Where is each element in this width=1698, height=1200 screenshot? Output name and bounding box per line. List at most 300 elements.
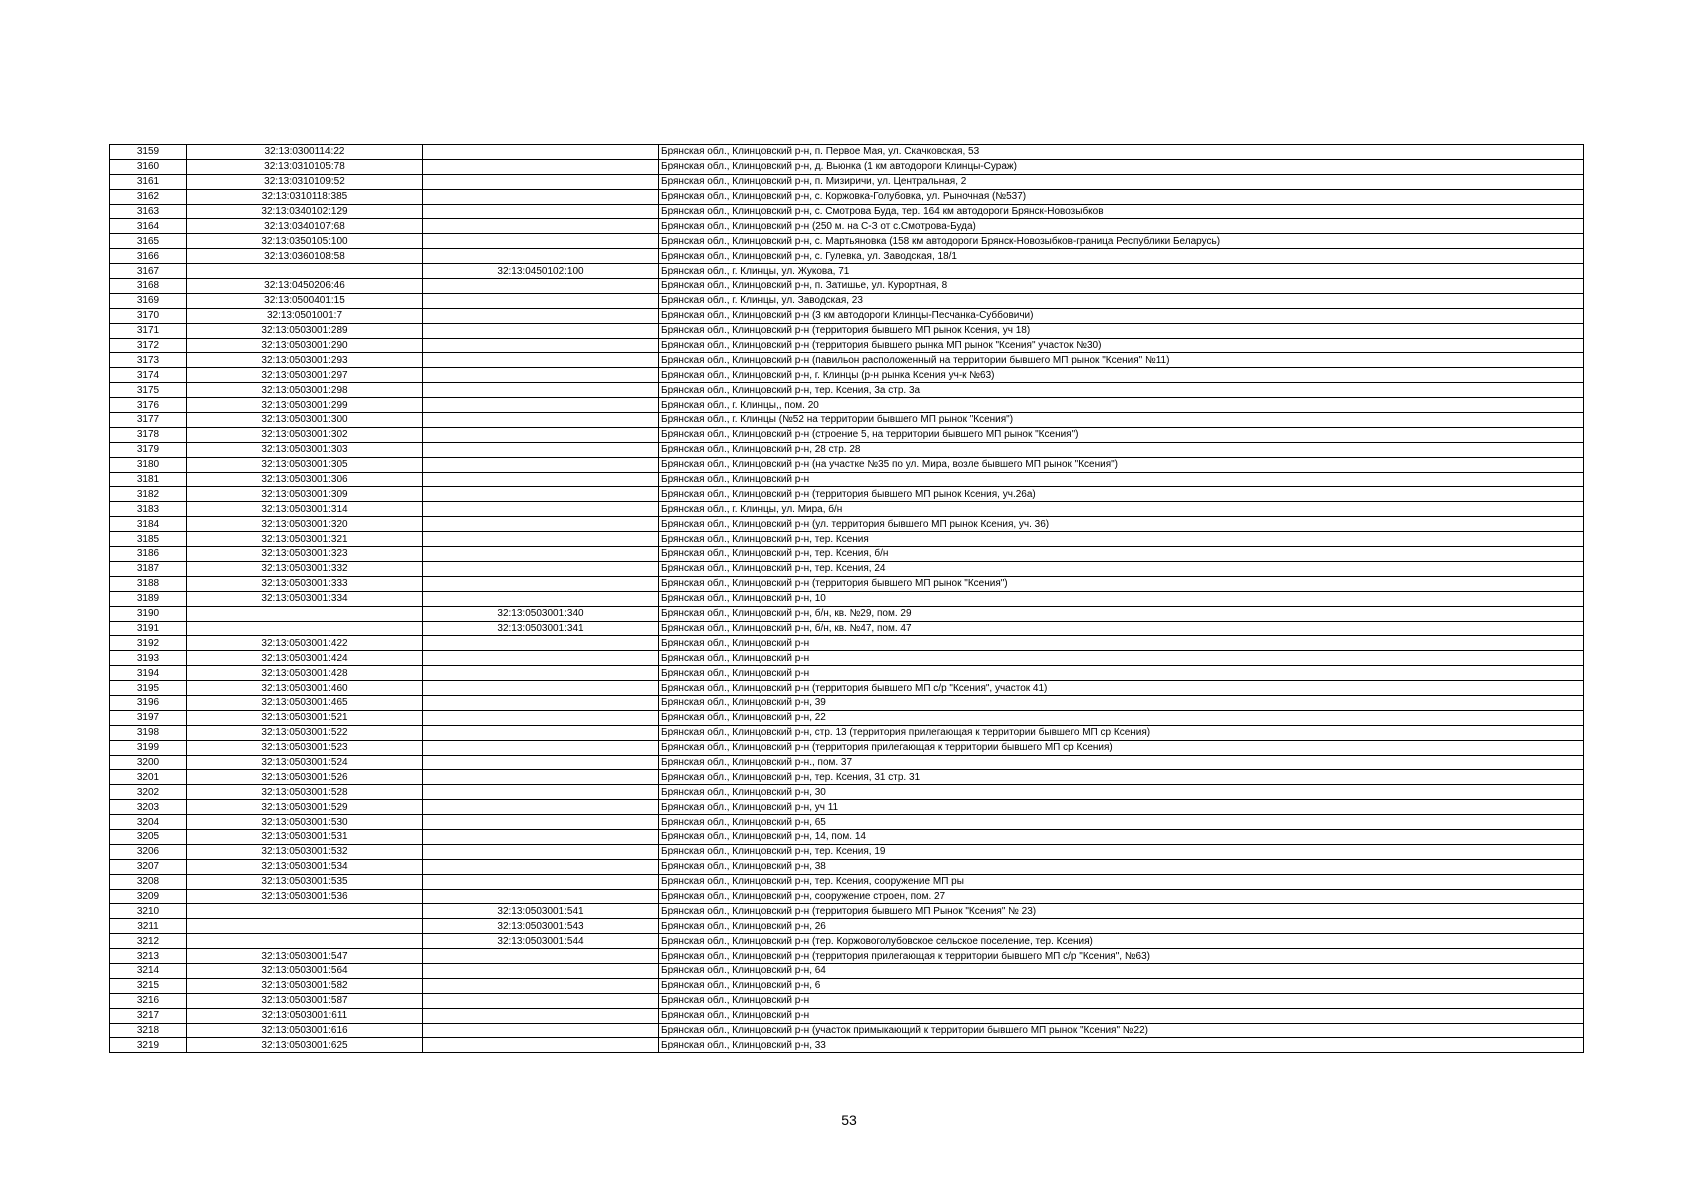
- cadastral-number-alt-cell: [423, 383, 659, 398]
- cadastral-number-alt-cell: [423, 800, 659, 815]
- table-row: [110, 204, 1584, 219]
- table-row: [110, 293, 1584, 308]
- cadastral-number-cell: 32:13:0503001:293: [187, 353, 423, 368]
- cadastral-number-cell: 32:13:0501001:7: [187, 308, 423, 323]
- table-row: [110, 189, 1584, 204]
- row-number-cell: 3185: [110, 532, 187, 547]
- cadastral-number-alt-cell: [423, 293, 659, 308]
- table-row: [110, 889, 1584, 904]
- cadastral-number-alt-cell: [423, 398, 659, 413]
- registry-table: [109, 144, 1584, 1053]
- row-number-cell: 3195: [110, 681, 187, 696]
- row-number-cell: 3202: [110, 785, 187, 800]
- table-row: [110, 1008, 1584, 1023]
- cadastral-number-cell: 32:13:0503001:524: [187, 755, 423, 770]
- table-row: [110, 338, 1584, 353]
- cadastral-number-alt-cell: [423, 427, 659, 442]
- page-number: 53: [841, 1112, 857, 1128]
- table-row: [110, 829, 1584, 844]
- address-cell: Брянская обл., г. Клинцы (№52 на территории бывшего МП рынок "Ксения"): [659, 413, 1584, 428]
- table-row: [110, 919, 1584, 934]
- address-cell: Брянская обл., Клинцовский р-н (территория бывшего МП Рынок "Ксения" № 23): [659, 904, 1584, 919]
- cadastral-number-cell: 32:13:0500401:15: [187, 293, 423, 308]
- address-cell: Брянская обл., Клинцовский р-н (250 м. на С-З от с.Смотрова-Буда): [659, 219, 1584, 234]
- table-row: [110, 561, 1584, 576]
- cadastral-number-alt-cell: [423, 1038, 659, 1053]
- cadastral-number-cell: 32:13:0503001:309: [187, 487, 423, 502]
- row-number-cell: 3163: [110, 204, 187, 219]
- address-cell: Брянская обл., Клинцовский р-н: [659, 472, 1584, 487]
- cadastral-number-cell: 32:13:0503001:531: [187, 829, 423, 844]
- address-cell: Брянская обл., Клинцовский р-н (участок примыкающий к территории бывшего МП рынок "Ксения" №22): [659, 1023, 1584, 1038]
- table-row: [110, 353, 1584, 368]
- address-cell: Брянская обл., Клинцовский р-н, с. Гулевка, ул. Заводская, 18/1: [659, 249, 1584, 264]
- cadastral-number-cell: 32:13:0503001:422: [187, 636, 423, 651]
- cadastral-number-alt-cell: [423, 413, 659, 428]
- cadastral-number-alt-cell: [423, 844, 659, 859]
- table-row: [110, 770, 1584, 785]
- cadastral-number-alt-cell: 32:13:0503001:541: [423, 904, 659, 919]
- cadastral-number-cell: 32:13:0503001:547: [187, 949, 423, 964]
- row-number-cell: 3200: [110, 755, 187, 770]
- cadastral-number-alt-cell: [423, 889, 659, 904]
- cadastral-number-alt-cell: [423, 591, 659, 606]
- table-row: [110, 517, 1584, 532]
- cadastral-number-cell: 32:13:0503001:564: [187, 963, 423, 978]
- cadastral-number-cell: 32:13:0503001:532: [187, 844, 423, 859]
- cadastral-number-cell: 32:13:0503001:323: [187, 547, 423, 562]
- cadastral-number-alt-cell: 32:13:0503001:544: [423, 934, 659, 949]
- table-row: [110, 681, 1584, 696]
- address-cell: Брянская обл., Клинцовский р-н (территория прилегающая к территории бывшего МП ср Ксения): [659, 740, 1584, 755]
- row-number-cell: 3160: [110, 159, 187, 174]
- row-number-cell: 3203: [110, 800, 187, 815]
- cadastral-number-alt-cell: [423, 308, 659, 323]
- row-number-cell: 3191: [110, 621, 187, 636]
- table-row: [110, 1023, 1584, 1038]
- cadastral-number-alt-cell: [423, 829, 659, 844]
- address-cell: Брянская обл., Клинцовский р-н, с. Смотрова Буда, тер. 164 км автодороги Брянск-Новозыбков: [659, 204, 1584, 219]
- cadastral-number-alt-cell: [423, 219, 659, 234]
- cadastral-number-alt-cell: [423, 785, 659, 800]
- address-cell: Брянская обл., Клинцовский р-н, уч 11: [659, 800, 1584, 815]
- registry-table-body: [110, 145, 1584, 1053]
- address-cell: Брянская обл., Клинцовский р-н (ул. территория бывшего МП рынок Ксения, уч. 36): [659, 517, 1584, 532]
- row-number-cell: 3188: [110, 576, 187, 591]
- row-number-cell: 3170: [110, 308, 187, 323]
- address-cell: Брянская обл., Клинцовский р-н: [659, 651, 1584, 666]
- row-number-cell: 3210: [110, 904, 187, 919]
- cadastral-number-alt-cell: [423, 159, 659, 174]
- row-number-cell: 3189: [110, 591, 187, 606]
- cadastral-number-alt-cell: [423, 547, 659, 562]
- table-row: [110, 502, 1584, 517]
- cadastral-number-alt-cell: [423, 145, 659, 160]
- address-cell: Брянская обл., г. Клинцы, ул. Жукова, 71: [659, 264, 1584, 279]
- row-number-cell: 3165: [110, 234, 187, 249]
- address-cell: Брянская обл., Клинцовский р-н, тер. Ксения, б/н: [659, 547, 1584, 562]
- cadastral-number-cell: 32:13:0503001:523: [187, 740, 423, 755]
- address-cell: Брянская обл., Клинцовский р-н: [659, 993, 1584, 1008]
- row-number-cell: 3206: [110, 844, 187, 859]
- cadastral-number-cell: 32:13:0310105:78: [187, 159, 423, 174]
- table-row: [110, 279, 1584, 294]
- cadastral-number-alt-cell: [423, 517, 659, 532]
- table-row: [110, 695, 1584, 710]
- table-row: [110, 725, 1584, 740]
- cadastral-number-cell: 32:13:0340102:129: [187, 204, 423, 219]
- table-row: [110, 249, 1584, 264]
- cadastral-number-cell: 32:13:0503001:521: [187, 710, 423, 725]
- row-number-cell: 3176: [110, 398, 187, 413]
- address-cell: Брянская обл., Клинцовский р-н, б/н, кв. №29, пом. 29: [659, 606, 1584, 621]
- row-number-cell: 3197: [110, 710, 187, 725]
- table-row: [110, 591, 1584, 606]
- address-cell: Брянская обл., Клинцовский р-н, сооружение строен, пом. 27: [659, 889, 1584, 904]
- row-number-cell: 3172: [110, 338, 187, 353]
- table-row: [110, 174, 1584, 189]
- table-row: [110, 323, 1584, 338]
- cadastral-number-cell: 32:13:0310109:52: [187, 174, 423, 189]
- row-number-cell: 3182: [110, 487, 187, 502]
- row-number-cell: 3205: [110, 829, 187, 844]
- cadastral-number-cell: 32:13:0503001:528: [187, 785, 423, 800]
- cadastral-number-alt-cell: [423, 978, 659, 993]
- table-row: [110, 413, 1584, 428]
- address-cell: Брянская обл., Клинцовский р-н, тер. Ксения, сооружение МП ры: [659, 874, 1584, 889]
- row-number-cell: 3184: [110, 517, 187, 532]
- table-row: [110, 487, 1584, 502]
- cadastral-number-cell: 32:13:0503001:334: [187, 591, 423, 606]
- table-row: [110, 874, 1584, 889]
- address-cell: Брянская обл., Клинцовский р-н (тер. Коржовоголубовское сельское поселение, тер. Ксения): [659, 934, 1584, 949]
- row-number-cell: 3168: [110, 279, 187, 294]
- cadastral-number-alt-cell: [423, 859, 659, 874]
- address-cell: Брянская обл., Клинцовский р-н, 26: [659, 919, 1584, 934]
- row-number-cell: 3193: [110, 651, 187, 666]
- address-cell: Брянская обл., Клинцовский р-н, тер. Ксения: [659, 532, 1584, 547]
- table-row: [110, 576, 1584, 591]
- row-number-cell: 3219: [110, 1038, 187, 1053]
- row-number-cell: 3198: [110, 725, 187, 740]
- cadastral-number-alt-cell: [423, 442, 659, 457]
- cadastral-number-cell: 32:13:0503001:320: [187, 517, 423, 532]
- cadastral-number-cell: [187, 621, 423, 636]
- address-cell: Брянская обл., Клинцовский р-н, 39: [659, 695, 1584, 710]
- address-cell: Брянская обл., г. Клинцы,, пом. 20: [659, 398, 1584, 413]
- row-number-cell: 3166: [110, 249, 187, 264]
- row-number-cell: 3211: [110, 919, 187, 934]
- row-number-cell: 3194: [110, 666, 187, 681]
- address-cell: Брянская обл., Клинцовский р-н, 6: [659, 978, 1584, 993]
- table-row: [110, 532, 1584, 547]
- address-cell: Брянская обл., Клинцовский р-н, 22: [659, 710, 1584, 725]
- row-number-cell: 3209: [110, 889, 187, 904]
- cadastral-number-alt-cell: [423, 561, 659, 576]
- cadastral-number-cell: 32:13:0503001:289: [187, 323, 423, 338]
- cadastral-number-alt-cell: [423, 963, 659, 978]
- table-row: [110, 666, 1584, 681]
- cadastral-number-alt-cell: [423, 725, 659, 740]
- table-row: [110, 457, 1584, 472]
- cadastral-number-alt-cell: [423, 651, 659, 666]
- row-number-cell: 3216: [110, 993, 187, 1008]
- row-number-cell: 3212: [110, 934, 187, 949]
- address-cell: Брянская обл., Клинцовский р-н, тер. Ксения, 19: [659, 844, 1584, 859]
- table-row: [110, 442, 1584, 457]
- cadastral-number-alt-cell: [423, 323, 659, 338]
- row-number-cell: 3162: [110, 189, 187, 204]
- table-row: [110, 264, 1584, 279]
- cadastral-number-cell: [187, 934, 423, 949]
- address-cell: Брянская обл., г. Клинцы, ул. Мира, б/н: [659, 502, 1584, 517]
- table-row: [110, 547, 1584, 562]
- cadastral-number-alt-cell: [423, 532, 659, 547]
- table-row: [110, 815, 1584, 830]
- address-cell: Брянская обл., Клинцовский р-н, б/н, кв. №47, пом. 47: [659, 621, 1584, 636]
- table-row: [110, 308, 1584, 323]
- cadastral-number-cell: 32:13:0503001:534: [187, 859, 423, 874]
- cadastral-number-cell: 32:13:0503001:298: [187, 383, 423, 398]
- cadastral-number-cell: 32:13:0503001:332: [187, 561, 423, 576]
- table-row: [110, 800, 1584, 815]
- cadastral-number-cell: 32:13:0310118:385: [187, 189, 423, 204]
- address-cell: Брянская обл., Клинцовский р-н (территория бывшего МП рынок "Ксения"): [659, 576, 1584, 591]
- row-number-cell: 3173: [110, 353, 187, 368]
- cadastral-number-cell: 32:13:0503001:611: [187, 1008, 423, 1023]
- address-cell: Брянская обл., Клинцовский р-н (3 км автодороги Клинцы-Песчанка-Суббовичи): [659, 308, 1584, 323]
- table-row: [110, 159, 1584, 174]
- address-cell: Брянская обл., Клинцовский р-н, п. Первое Мая, ул. Скачковская, 53: [659, 145, 1584, 160]
- cadastral-number-cell: 32:13:0503001:297: [187, 368, 423, 383]
- address-cell: Брянская обл., Клинцовский р-н, п. Затишье, ул. Курортная, 8: [659, 279, 1584, 294]
- table-row: [110, 755, 1584, 770]
- address-cell: Брянская обл., Клинцовский р-н, 33: [659, 1038, 1584, 1053]
- address-cell: Брянская обл., Клинцовский р-н (на участке №35 по ул. Мира, возле бывшего МП рынок "Ксения"): [659, 457, 1584, 472]
- cadastral-number-cell: 32:13:0503001:303: [187, 442, 423, 457]
- address-cell: Брянская обл., Клинцовский р-н., пом. 37: [659, 755, 1584, 770]
- address-cell: Брянская обл., Клинцовский р-н, 10: [659, 591, 1584, 606]
- cadastral-number-alt-cell: [423, 576, 659, 591]
- cadastral-number-alt-cell: 32:13:0503001:341: [423, 621, 659, 636]
- table-row: [110, 785, 1584, 800]
- address-cell: Брянская обл., г. Клинцы, ул. Заводская, 23: [659, 293, 1584, 308]
- row-number-cell: 3190: [110, 606, 187, 621]
- cadastral-number-alt-cell: [423, 338, 659, 353]
- cadastral-number-cell: 32:13:0503001:428: [187, 666, 423, 681]
- row-number-cell: 3178: [110, 427, 187, 442]
- cadastral-number-cell: 32:13:0503001:536: [187, 889, 423, 904]
- row-number-cell: 3181: [110, 472, 187, 487]
- row-number-cell: 3164: [110, 219, 187, 234]
- table-row: [110, 710, 1584, 725]
- address-cell: Брянская обл., Клинцовский р-н (территория бывшего МП с/р "Ксения", участок 41): [659, 681, 1584, 696]
- address-cell: Брянская обл., Клинцовский р-н, 65: [659, 815, 1584, 830]
- cadastral-number-cell: [187, 919, 423, 934]
- cadastral-number-cell: 32:13:0503001:314: [187, 502, 423, 517]
- address-cell: Брянская обл., Клинцовский р-н, стр. 13 (территория прилегающая к территории бывшего МП ср Ксения): [659, 725, 1584, 740]
- cadastral-number-alt-cell: [423, 949, 659, 964]
- cadastral-number-cell: 32:13:0503001:306: [187, 472, 423, 487]
- row-number-cell: 3186: [110, 547, 187, 562]
- table-row: [110, 993, 1584, 1008]
- cadastral-number-alt-cell: [423, 234, 659, 249]
- table-row: [110, 740, 1584, 755]
- cadastral-number-cell: 32:13:0503001:530: [187, 815, 423, 830]
- cadastral-number-alt-cell: [423, 368, 659, 383]
- row-number-cell: 3218: [110, 1023, 187, 1038]
- cadastral-number-alt-cell: [423, 204, 659, 219]
- cadastral-number-cell: 32:13:0300114:22: [187, 145, 423, 160]
- cadastral-number-cell: 32:13:0503001:625: [187, 1038, 423, 1053]
- cadastral-number-alt-cell: [423, 457, 659, 472]
- cadastral-number-alt-cell: [423, 770, 659, 785]
- address-cell: Брянская обл., Клинцовский р-н: [659, 666, 1584, 681]
- cadastral-number-cell: 32:13:0503001:290: [187, 338, 423, 353]
- cadastral-number-alt-cell: [423, 740, 659, 755]
- cadastral-number-alt-cell: 32:13:0450102:100: [423, 264, 659, 279]
- row-number-cell: 3208: [110, 874, 187, 889]
- cadastral-number-alt-cell: [423, 279, 659, 294]
- cadastral-number-cell: 32:13:0503001:300: [187, 413, 423, 428]
- address-cell: Брянская обл., Клинцовский р-н: [659, 636, 1584, 651]
- table-row: [110, 427, 1584, 442]
- address-cell: Брянская обл., Клинцовский р-н (территория бывшего МП рынок Ксения, уч 18): [659, 323, 1584, 338]
- row-number-cell: 3207: [110, 859, 187, 874]
- cadastral-number-alt-cell: [423, 502, 659, 517]
- cadastral-number-cell: 32:13:0503001:587: [187, 993, 423, 1008]
- row-number-cell: 3215: [110, 978, 187, 993]
- row-number-cell: 3159: [110, 145, 187, 160]
- table-row: [110, 963, 1584, 978]
- cadastral-number-cell: 32:13:0503001:305: [187, 457, 423, 472]
- row-number-cell: 3179: [110, 442, 187, 457]
- cadastral-number-alt-cell: [423, 487, 659, 502]
- row-number-cell: 3199: [110, 740, 187, 755]
- cadastral-number-alt-cell: [423, 710, 659, 725]
- address-cell: Брянская обл., Клинцовский р-н, тер. Ксения, 31 стр. 31: [659, 770, 1584, 785]
- table-row: [110, 234, 1584, 249]
- table-row: [110, 651, 1584, 666]
- cadastral-number-cell: 32:13:0350105:100: [187, 234, 423, 249]
- cadastral-number-cell: [187, 606, 423, 621]
- cadastral-number-cell: [187, 264, 423, 279]
- address-cell: Брянская обл., Клинцовский р-н (территория бывшего рынка МП рынок "Ксения" участок №30): [659, 338, 1584, 353]
- table-row: [110, 859, 1584, 874]
- row-number-cell: 3213: [110, 949, 187, 964]
- address-cell: Брянская обл., Клинцовский р-н (территория бывшего МП рынок Ксения, уч.26а): [659, 487, 1584, 502]
- cadastral-number-alt-cell: [423, 695, 659, 710]
- cadastral-number-alt-cell: [423, 666, 659, 681]
- row-number-cell: 3175: [110, 383, 187, 398]
- row-number-cell: 3174: [110, 368, 187, 383]
- address-cell: Брянская обл., Клинцовский р-н (строение 5, на территории бывшего МП рынок "Ксения"): [659, 427, 1584, 442]
- address-cell: Брянская обл., Клинцовский р-н (территория прилегающая к территории бывшего МП с/р "Ксения", №63): [659, 949, 1584, 964]
- cadastral-number-cell: [187, 904, 423, 919]
- cadastral-number-cell: 32:13:0503001:535: [187, 874, 423, 889]
- table-row: [110, 934, 1584, 949]
- cadastral-number-cell: 32:13:0503001:299: [187, 398, 423, 413]
- cadastral-number-alt-cell: [423, 174, 659, 189]
- table-row: [110, 398, 1584, 413]
- cadastral-number-alt-cell: [423, 1023, 659, 1038]
- address-cell: Брянская обл., Клинцовский р-н, с. Коржовка-Голубовка, ул. Рыночная (№537): [659, 189, 1584, 204]
- row-number-cell: 3169: [110, 293, 187, 308]
- table-row: [110, 621, 1584, 636]
- cadastral-number-alt-cell: 32:13:0503001:543: [423, 919, 659, 934]
- row-number-cell: 3196: [110, 695, 187, 710]
- cadastral-number-cell: 32:13:0503001:529: [187, 800, 423, 815]
- address-cell: Брянская обл., Клинцовский р-н (павильон расположенный на территории бывшего МП рынок "Ксения" №11): [659, 353, 1584, 368]
- table-row: [110, 904, 1584, 919]
- cadastral-number-cell: 32:13:0503001:321: [187, 532, 423, 547]
- cadastral-number-cell: 32:13:0503001:424: [187, 651, 423, 666]
- address-cell: Брянская обл., Клинцовский р-н, п. Мизиричи, ул. Центральная, 2: [659, 174, 1584, 189]
- cadastral-number-alt-cell: [423, 815, 659, 830]
- cadastral-number-cell: 32:13:0503001:333: [187, 576, 423, 591]
- table-row: [110, 606, 1584, 621]
- row-number-cell: 3180: [110, 457, 187, 472]
- cadastral-number-alt-cell: [423, 755, 659, 770]
- row-number-cell: 3214: [110, 963, 187, 978]
- row-number-cell: 3171: [110, 323, 187, 338]
- cadastral-number-cell: 32:13:0503001:302: [187, 427, 423, 442]
- cadastral-number-alt-cell: [423, 681, 659, 696]
- cadastral-number-alt-cell: [423, 874, 659, 889]
- address-cell: Брянская обл., Клинцовский р-н, 14, пом. 14: [659, 829, 1584, 844]
- cadastral-number-cell: 32:13:0503001:582: [187, 978, 423, 993]
- row-number-cell: 3161: [110, 174, 187, 189]
- cadastral-number-alt-cell: [423, 1008, 659, 1023]
- address-cell: Брянская обл., Клинцовский р-н, тер. Ксения, 3а стр. 3а: [659, 383, 1584, 398]
- cadastral-number-alt-cell: [423, 189, 659, 204]
- cadastral-number-cell: 32:13:0503001:616: [187, 1023, 423, 1038]
- row-number-cell: 3192: [110, 636, 187, 651]
- table-row: [110, 1038, 1584, 1053]
- row-number-cell: 3187: [110, 561, 187, 576]
- cadastral-number-cell: 32:13:0503001:522: [187, 725, 423, 740]
- cadastral-number-alt-cell: [423, 993, 659, 1008]
- row-number-cell: 3204: [110, 815, 187, 830]
- address-cell: Брянская обл., Клинцовский р-н, 30: [659, 785, 1584, 800]
- cadastral-number-cell: 32:13:0360108:58: [187, 249, 423, 264]
- table-row: [110, 368, 1584, 383]
- table-row: [110, 844, 1584, 859]
- row-number-cell: 3201: [110, 770, 187, 785]
- cadastral-number-alt-cell: [423, 249, 659, 264]
- row-number-cell: 3167: [110, 264, 187, 279]
- row-number-cell: 3217: [110, 1008, 187, 1023]
- table-row: [110, 383, 1584, 398]
- address-cell: Брянская обл., Клинцовский р-н: [659, 1008, 1584, 1023]
- address-cell: Брянская обл., Клинцовский р-н, 38: [659, 859, 1584, 874]
- table-row: [110, 145, 1584, 160]
- cadastral-number-alt-cell: 32:13:0503001:340: [423, 606, 659, 621]
- cadastral-number-cell: 32:13:0340107:68: [187, 219, 423, 234]
- address-cell: Брянская обл., Клинцовский р-н, 64: [659, 963, 1584, 978]
- cadastral-number-cell: 32:13:0503001:465: [187, 695, 423, 710]
- table-row: [110, 472, 1584, 487]
- row-number-cell: 3177: [110, 413, 187, 428]
- row-number-cell: 3183: [110, 502, 187, 517]
- address-cell: Брянская обл., Клинцовский р-н, с. Мартьяновка (158 км автодороги Брянск-Новозыбков-граница Республики Беларусь): [659, 234, 1584, 249]
- cadastral-number-alt-cell: [423, 472, 659, 487]
- address-cell: Брянская обл., Клинцовский р-н, г. Клинцы (р-н рынка Ксения уч-к №63): [659, 368, 1584, 383]
- cadastral-number-cell: 32:13:0450206:46: [187, 279, 423, 294]
- cadastral-number-alt-cell: [423, 636, 659, 651]
- cadastral-number-cell: 32:13:0503001:460: [187, 681, 423, 696]
- cadastral-number-alt-cell: [423, 353, 659, 368]
